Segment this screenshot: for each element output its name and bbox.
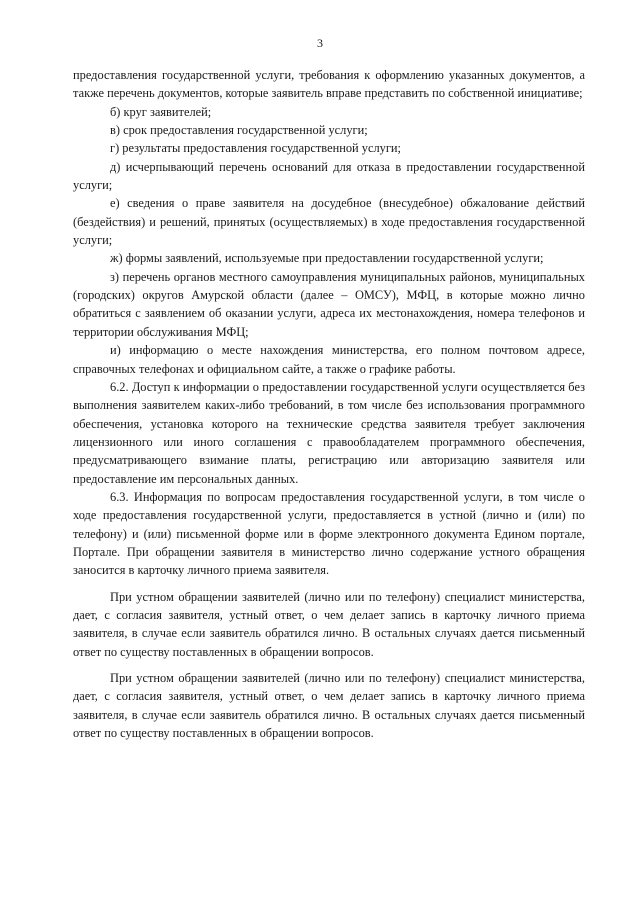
paragraph-oral-request-2: При устном обращении заявителей (лично или по телефону) специалист министерства, дает, с согласия заявителя, устный ответ, о чем делает запись в карточку личного приема заявителя, в случае если заявитель обратился лично. В остальных случаях дается письменный ответ по существу поставленных в обращении вопросов. [73,671,585,741]
list-item-e: е) сведения о праве заявителя на досудебное (внесудебное) обжалование действий (бездействия) и решений, принятых (осуществляемых) в ходе предоставления государственной услуги; [73,196,585,248]
list-item-i: и) информацию о месте нахождения министерства, его полном почтовом адресе, справочных телефонах и официальном сайте, а также о графике работы. [73,343,585,376]
paragraph-oral-request-1: При устном обращении заявителей (лично или по телефону) специалист министерства, дает, с согласия заявителя, устный ответ, о чем делает запись в карточку личного приема заявителя, в случае если заявитель обратился лично. В остальных случаях дается письменный ответ по существу поставленных в обращении вопросов. [73,589,585,659]
list-item-zh: ж) формы заявлений, используемые при предоставлении государственной услуги; [110,251,544,266]
document-body [73,66,585,742]
paragraph-6-2: 6.2. Доступ к информации о предоставлении государственной услуги осуществляется без выполнения заявителем каких-либо требований, в том числе без использования программного обеспечения, установка которого на технические средства заявителя требует заключения лицензионного или иного соглашения с правообладателем программного обеспечения, предусматривающего взимание платы, регистрацию или авторизацию заявителя или предоставление им персональных данных. [73,379,585,486]
list-item-b: б) круг заявителей; [110,104,212,119]
page-number: 3 [317,36,323,50]
list-item-g: г) результаты предоставления государственной услуги; [110,141,401,156]
paragraph-continuation: предоставления государственной услуги, требования к оформлению указанных документов, а также перечень документов, которые заявитель вправе представить по собственной инициативе; [73,68,585,101]
list-item-z: з) перечень органов местного самоуправления муниципальных районов, муниципальных (городских) округов Амурской области (далее – ОМСУ), МФЦ, в которые можно лично обратиться с заявлением об оказании услуги, адреса их местонахождения, номера телефонов и территории обслуживания МФЦ; [73,269,585,339]
list-item-v: в) срок предоставления государственной услуги; [110,123,368,138]
paragraph-6-3: 6.3. Информация по вопросам предоставления государственной услуги, в том числе о ходе предоставления государственной услуги, предоставляется в устной (лично и (или) по телефону) и (или) письменной форме или в форме электронного документа Едином портале, Портале. При обращении заявителя в министерство лично содержание устного обращения заносится в карточку личного приема заявителя. [73,489,585,578]
list-item-d: д) исчерпывающий перечень оснований для отказа в предоставлении государственной услуги; [73,159,585,193]
